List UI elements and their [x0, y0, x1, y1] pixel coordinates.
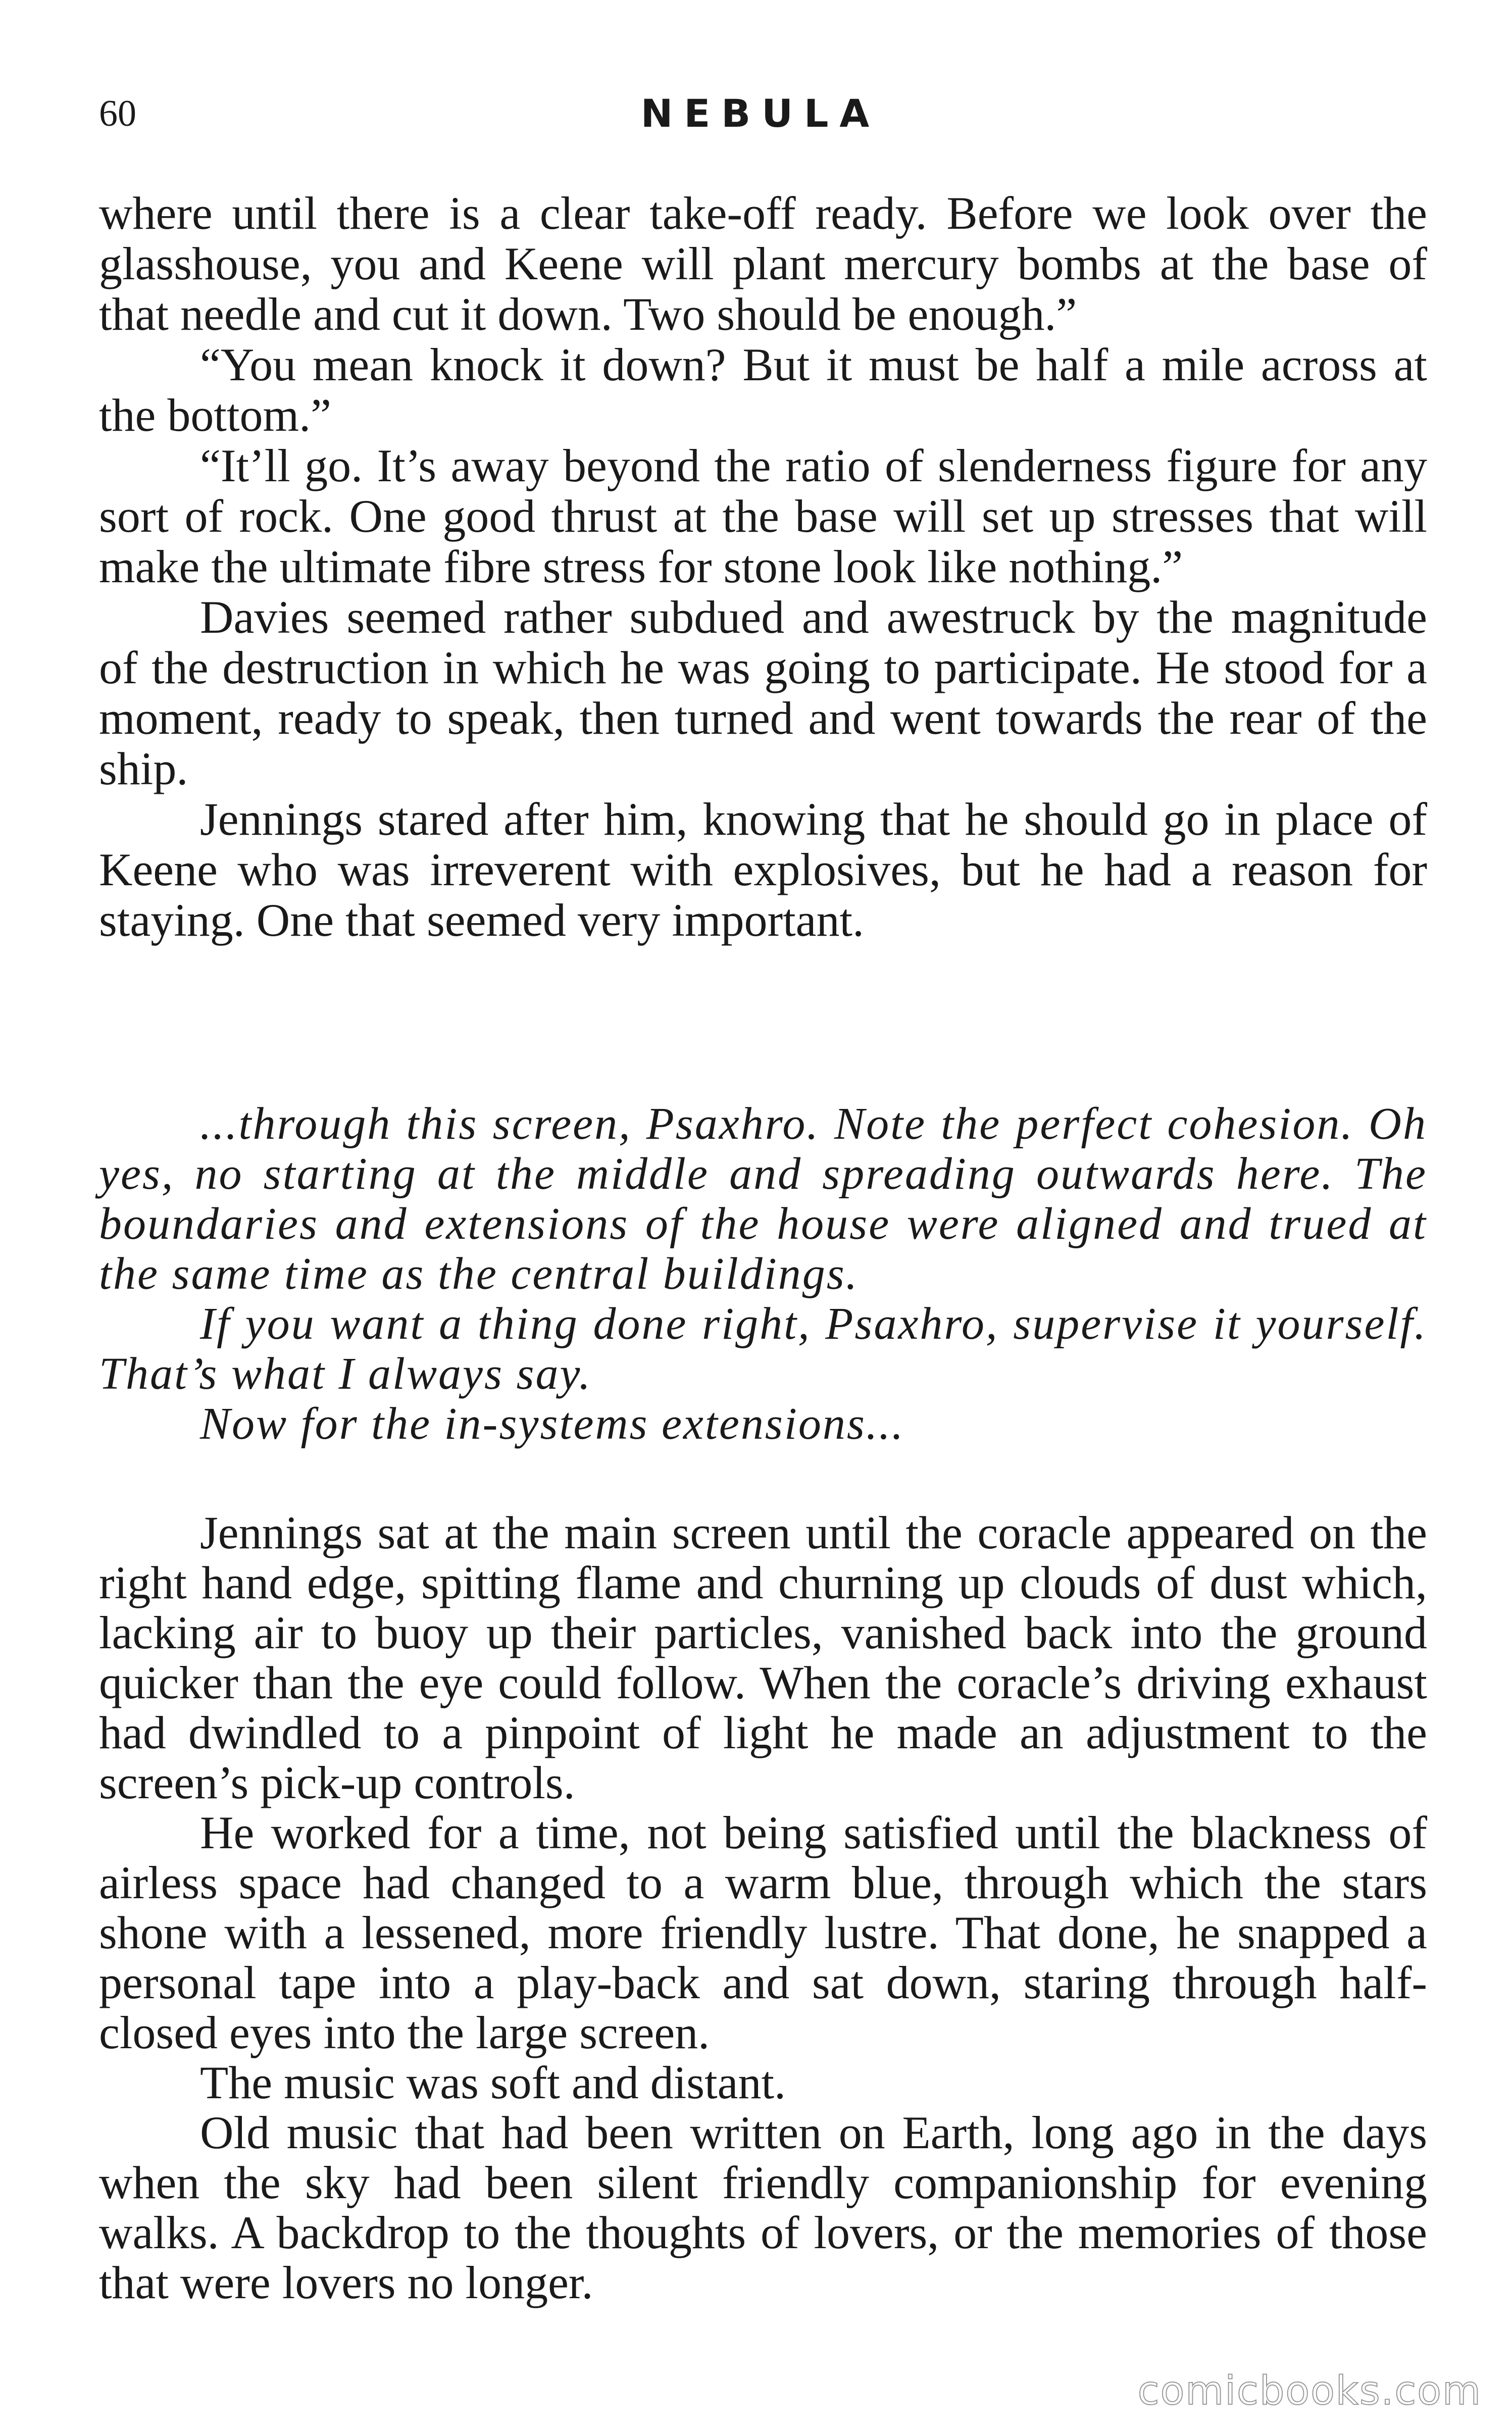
text-section-2 [99, 1508, 1427, 2308]
paragraph: The music was soft and distant. [200, 2057, 786, 2108]
paragraph: Jennings stared after him, knowing that he should go in place of Keene who was irreverent with explosives, but he had a reason for staying. One that seemed very important. [99, 793, 1427, 946]
paragraph: Davies seemed rather subdued and awestruck by the magnitude of the destruction in which he was going to participate. He stood for a moment, ready to speak, then turned and went towards the rear of the ship. [99, 591, 1427, 794]
paragraph: Jennings sat at the main screen until the coracle appeared on the right hand edge, spitting flame and churning up clouds of dust which, lacking air to buoy up their particles, vanished back into the ground quicker than the eye could follow. When the coracle’s driving exhaust had dwindled to a pinpoint of light he made an adjustment to the screen’s pick-up controls. [99, 1507, 1427, 1808]
paragraph: “You mean knock it down? But it must be half a mile across at the bottom.” [99, 339, 1427, 441]
watermark: comicbooks.com [1137, 2368, 1482, 2414]
magazine-title: NEBULA [640, 91, 881, 136]
italic-paragraph: Now for the in-systems extensions... [200, 1399, 905, 1449]
paragraph: “It’ll go. It’s away beyond the ratio of slenderness figure for any sort of rock. One good thrust at the base will set up stresses that will make the ultimate fibre stress for stone look like nothing.” [99, 440, 1427, 592]
italic-paragraph: If you want a thing done right, Psaxhro, supervise it yourself. That’s what I always say. [99, 1299, 1427, 1399]
paragraph: where until there is a clear take-off ready. Before we look over the glasshouse, you and Keene will plant mercury bombs at the base of that needle and cut it down. Two should be enough.” [99, 187, 1427, 340]
paragraph: He worked for a time, not being satisfied until the blackness of airless space had changed to a warm blue, through which the stars shone with a lessened, more friendly lustre. That done, he snapped a personal tape into a play-back and sat down, staring through half-closed eyes into the large screen. [99, 1807, 1427, 2058]
paragraph: Old music that had been written on Earth, long ago in the days when the sky had been silent friendly companionship for evening walks. A backdrop to the thoughts of lovers, or the memories of those that were lovers no longer. [99, 2107, 1427, 2308]
page-header [99, 86, 1422, 146]
page-number: 60 [99, 93, 136, 134]
text-section-1 [99, 188, 1427, 945]
italic-paragraph: ...through this screen, Psaxhro. Note the perfect cohesion. Oh yes, no starting at the middle and spreading outwards here. The boundaries and extensions of the house were aligned and trued at the same time as the central buildings. [99, 1099, 1427, 1299]
italic-interlude [99, 1099, 1427, 1449]
